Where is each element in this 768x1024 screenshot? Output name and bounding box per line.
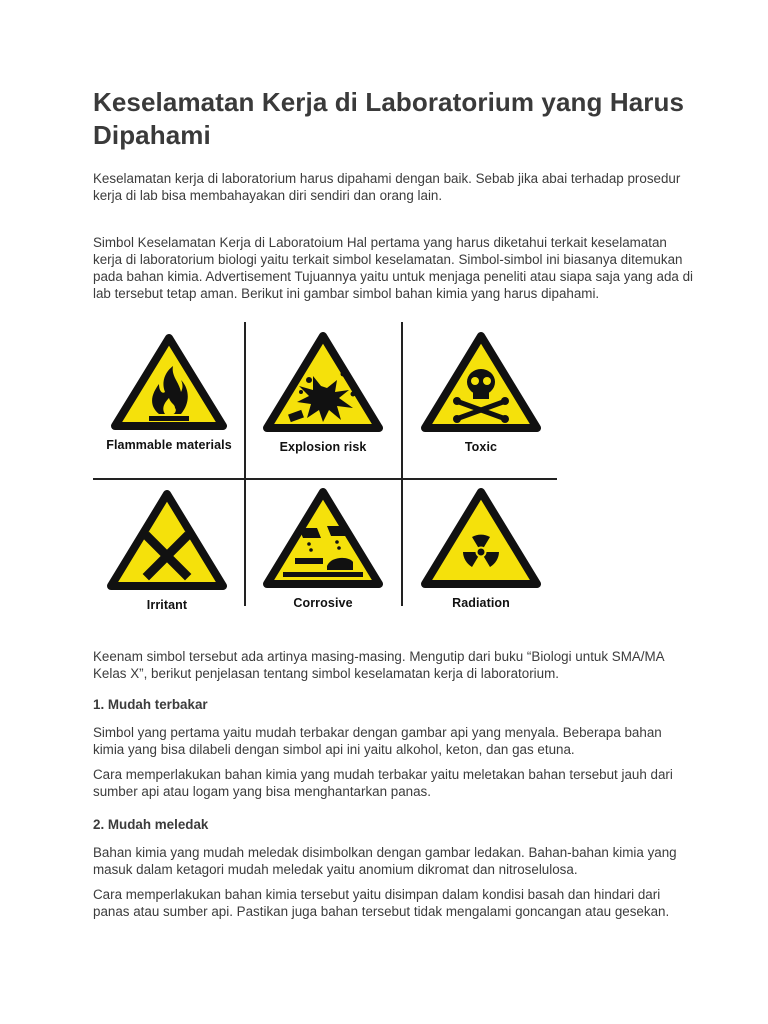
symbol-flammable — [99, 332, 239, 452]
section-paragraph: Simbol yang pertama yaitu mudah terbakar dengan gambar api yang menyala. Beberapa bahan kimia yang bisa dilabeli dengan simbol api ini yaitu alkohol, keton, dan gas etuna. — [93, 725, 662, 757]
section-paragraph: Bahan kimia yang mudah meledak disimbolkan dengan gambar ledakan. Bahan-bahan kimia yang masuk dalam ketagori mudah meledak yaitu anomium dikromat dan nitroselulosa. — [93, 845, 677, 877]
symbol-radiation — [411, 486, 551, 610]
hazard-symbols-figure — [93, 322, 557, 634]
symbol-label: Irritant — [146, 598, 188, 612]
page-title: Keselamatan Kerja di Laboratorium yang Harus Dipahami — [93, 87, 685, 150]
grid-divider — [244, 322, 246, 606]
symbols-intro-paragraph: Simbol Keselamatan Kerja di Laboratoium Hal pertama yang harus diketahui terkait keselamatan kerja di laboratorium biologi yaitu terkait simbol keselamatan. Simbol-simbol ini biasanya ditemukan pada bahan kimia. Advertisement Tujuannya yaitu untuk menjaga peneliti atau siapa saja yang ada di lab tersebut tetap aman. Berikut ini gambar simbol bahan kimia yang harus dipahami. — [93, 235, 694, 301]
article — [93, 86, 693, 920]
section-heading: 2. Mudah meledak — [93, 817, 209, 832]
explosion-icon — [261, 330, 385, 434]
flame-icon — [109, 332, 229, 432]
symbol-label: Corrosive — [293, 596, 353, 610]
symbol-label: Toxic — [464, 440, 498, 454]
symbol-corrosive — [253, 486, 393, 610]
grid-divider — [401, 322, 403, 606]
section-paragraph: Cara memperlakukan bahan kimia yang mudah terbakar yaitu meletakan bahan tersebut jauh dari sumber api atau logam yang bisa menghantarkan panas. — [93, 767, 673, 799]
symbol-label: Flammable materials — [106, 438, 232, 452]
corrosive-icon — [261, 486, 385, 590]
section-paragraph: Cara memperlakukan bahan kimia tersebut yaitu disimpan dalam kondisi basah dan hindari dari panas atau sumber api. Pastikan juga bahan tersebut tidak mengalami goncangan atau gesekan. — [93, 887, 670, 919]
radiation-icon — [419, 486, 543, 590]
intro-paragraph: Keselamatan kerja di laboratorium harus dipahami dengan baik. Sebab jika abai terhadap prosedur kerja di lab bisa membahayakan diri sendiri dan orang lain. — [93, 171, 681, 203]
skull-icon — [419, 330, 543, 434]
section-heading: 1. Mudah terbakar — [93, 697, 208, 712]
cross-icon — [105, 488, 229, 592]
symbol-explosion — [253, 330, 393, 454]
symbol-label: Radiation — [452, 596, 510, 610]
symbol-label: Explosion risk — [279, 440, 367, 454]
symbol-irritant — [97, 488, 237, 612]
symbol-toxic — [411, 330, 551, 454]
grid-divider — [93, 478, 557, 480]
symbols-explanation-paragraph: Keenam simbol tersebut ada artinya masing-masing. Mengutip dari buku “Biologi untuk SMA/MA Kelas X”, berikut penjelasan tentang simbol keselamatan kerja di laboratorium. — [93, 649, 664, 681]
